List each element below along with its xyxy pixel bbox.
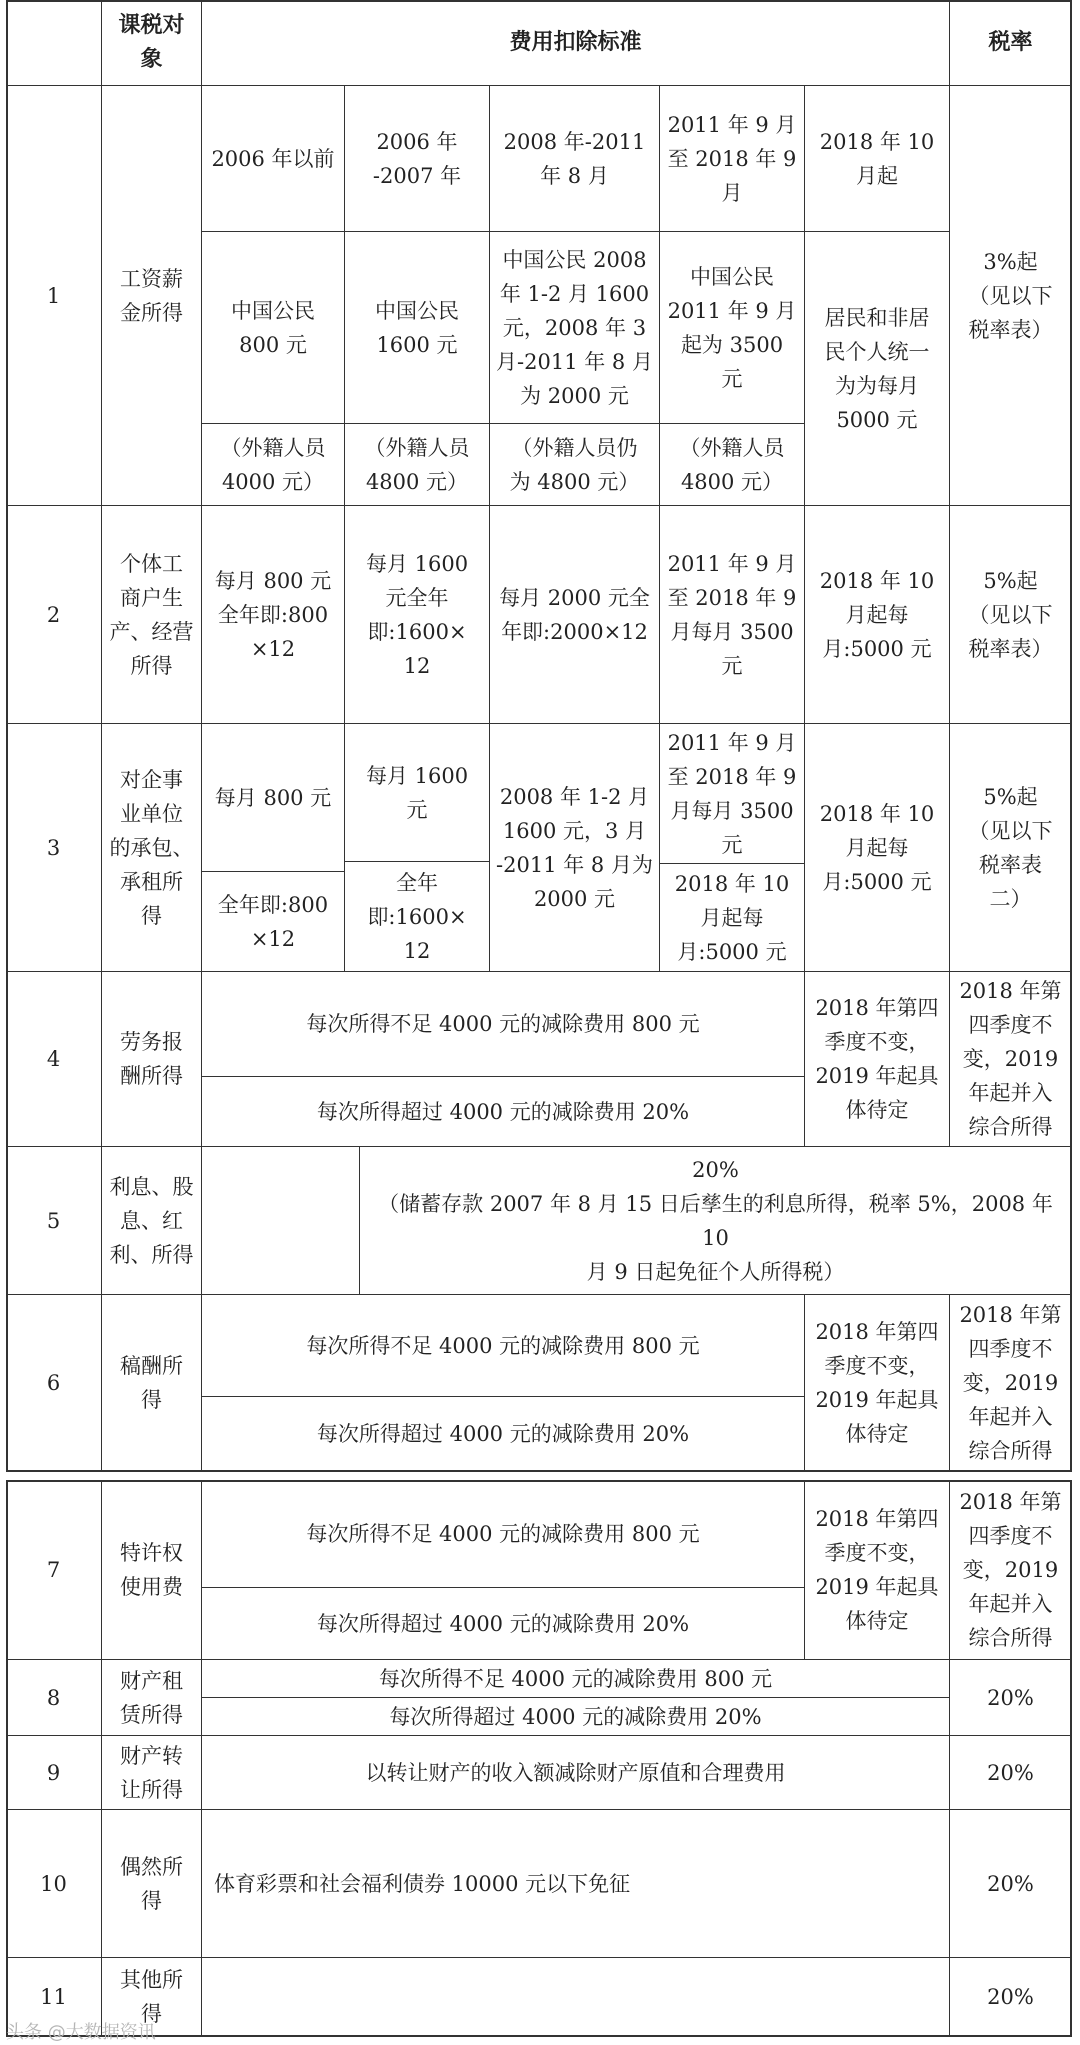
row-3-deduction-1a: 每月 800 元: [202, 724, 345, 872]
row-4-rate: 2018 年第 四季度不 变，2019 年起并入 综合所得: [950, 972, 1072, 1147]
row-4-over-4000: 每次所得超过 4000 元的减除费用 20%: [202, 1077, 805, 1147]
row-8-rate: 20%: [950, 1660, 1072, 1736]
row-11-deduction: [202, 1958, 950, 2037]
row-1-foreign-1: （外籍人员 4000 元）: [202, 424, 345, 506]
row-6-under-4000: 每次所得不足 4000 元的减除费用 800 元: [202, 1295, 805, 1397]
row-1-foreign-2: （外籍人员 4800 元）: [345, 424, 490, 506]
row-3-deduction-3: 2008 年 1-2 月 1600 元，3 月 -2011 年 8 月为 2000 元: [490, 724, 660, 972]
row-10-index: 10: [6, 1810, 102, 1958]
row-1-index: 1: [6, 86, 102, 506]
row-9-deduction: 以转让财产的收入额减除财产原值和合理费用: [202, 1736, 950, 1810]
row-1-foreign-3: （外籍人员仍 为 4800 元）: [490, 424, 660, 506]
row-3-rate: 5%起 （见以下 税率表 二）: [950, 724, 1072, 972]
watermark: 头条 @大数据资讯: [6, 2022, 156, 2043]
row-5-index: 5: [6, 1147, 102, 1295]
row-3-index: 3: [6, 724, 102, 972]
row-9-subject: 财产转 让所得: [102, 1736, 202, 1810]
row-1-citizen-1: 中国公民 800 元: [202, 232, 345, 424]
row-7-subject: 特许权 使用费: [102, 1480, 202, 1660]
row-2-deduction-4: 2011 年 9 月 至 2018 年 9 月每月 3500 元: [660, 506, 805, 724]
row-10-rate: 20%: [950, 1810, 1072, 1958]
row-10-subject: 偶然所 得: [102, 1810, 202, 1958]
row-7-over-4000: 每次所得超过 4000 元的减除费用 20%: [202, 1588, 805, 1660]
row-3-deduction-4b: 2018 年 10 月起每 月:5000 元: [660, 864, 805, 972]
period-2008-2011: 2008 年-2011 年 8 月: [490, 86, 660, 232]
period-before-2006: 2006 年以前: [202, 86, 345, 232]
row-8-index: 8: [6, 1660, 102, 1736]
row-2-rate: 5%起 （见以下 税率表）: [950, 506, 1072, 724]
row-6-note: 2018 年第四 季度不变， 2019 年起具 体待定: [805, 1295, 950, 1472]
row-7-index: 7: [6, 1480, 102, 1660]
row-8-subject: 财产租 赁所得: [102, 1660, 202, 1736]
row-2-deduction-5: 2018 年 10 月起每 月:5000 元: [805, 506, 950, 724]
row-9-rate: 20%: [950, 1736, 1072, 1810]
row-7-note: 2018 年第四 季度不变， 2019 年起具 体待定: [805, 1480, 950, 1660]
header-deduction: 费用扣除标准: [202, 0, 950, 86]
row-4-note: 2018 年第四 季度不变， 2019 年起具 体待定: [805, 972, 950, 1147]
row-11-index: 11: [6, 1958, 102, 2037]
row-1-unified: 居民和非居 民个人统一 为为每月 5000 元: [805, 232, 950, 506]
row-2-index: 2: [6, 506, 102, 724]
row-11-subject: 其他所 得: [102, 1958, 202, 2037]
row-10-deduction: 体育彩票和社会福利债券 10000 元以下免征: [202, 1810, 950, 1958]
row-6-index: 6: [6, 1295, 102, 1472]
row-3-deduction-2b: 全年 即:1600× 12: [345, 862, 490, 972]
row-6-subject: 稿酬所 得: [102, 1295, 202, 1472]
header-subject: 课税对 象: [102, 0, 202, 86]
row-5-blank: [202, 1147, 360, 1295]
row-8-under-4000: 每次所得不足 4000 元的减除费用 800 元: [202, 1660, 950, 1698]
row-2-subject: 个体工 商户生 产、经营 所得: [102, 506, 202, 724]
row-1-foreign-4: （外籍人员 4800 元）: [660, 424, 805, 506]
row-3-deduction-1b: 全年即:800 ×12: [202, 872, 345, 972]
row-3-deduction-5: 2018 年 10 月起每 月:5000 元: [805, 724, 950, 972]
row-7-rate: 2018 年第 四季度不 变，2019 年起并入 综合所得: [950, 1480, 1072, 1660]
row-9-index: 9: [6, 1736, 102, 1810]
period-2006-2007: 2006 年 -2007 年: [345, 86, 490, 232]
row-4-under-4000: 每次所得不足 4000 元的减除费用 800 元: [202, 972, 805, 1077]
row-7-under-4000: 每次所得不足 4000 元的减除费用 800 元: [202, 1480, 805, 1588]
row-1-citizen-3: 中国公民 2008 年 1-2 月 1600 元，2008 年 3 月-2011 年 8 月 为 2000 元: [490, 232, 660, 424]
row-4-index: 4: [6, 972, 102, 1147]
row-1-citizen-2: 中国公民 1600 元: [345, 232, 490, 424]
row-1-rate: 3%起 （见以下 税率表）: [950, 86, 1072, 506]
row-1-citizen-4: 中国公民 2011 年 9 月 起为 3500 元: [660, 232, 805, 424]
row-5-subject: 利息、股 息、红 利、所得: [102, 1147, 202, 1295]
row-6-rate: 2018 年第 四季度不 变，2019 年起并入 综合所得: [950, 1295, 1072, 1472]
header-rate: 税率: [950, 0, 1072, 86]
row-2-deduction-2: 每月 1600 元全年 即:1600× 12: [345, 506, 490, 724]
row-5-deduction: 20% （储蓄存款 2007 年 8 月 15 日后孳生的利息所得，税率 5%，2008 年 10 月 9 日起免征个人所得税）: [360, 1147, 1072, 1295]
row-6-over-4000: 每次所得超过 4000 元的减除费用 20%: [202, 1397, 805, 1472]
row-2-deduction-1: 每月 800 元 全年即:800 ×12: [202, 506, 345, 724]
period-2011-2018: 2011 年 9 月 至 2018 年 9 月: [660, 86, 805, 232]
header-index: [6, 0, 102, 86]
row-2-deduction-3: 每月 2000 元全 年即:2000×12: [490, 506, 660, 724]
row-4-subject: 劳务报 酬所得: [102, 972, 202, 1147]
row-3-deduction-4a: 2011 年 9 月 至 2018 年 9 月每月 3500 元: [660, 724, 805, 864]
row-11-rate: 20%: [950, 1958, 1072, 2037]
row-3-deduction-2a: 每月 1600 元: [345, 724, 490, 862]
period-from-2018-10: 2018 年 10 月起: [805, 86, 950, 232]
row-1-subject: 工资薪 金所得: [102, 86, 202, 506]
row-3-subject: 对企事 业单位 的承包、 承租所 得: [102, 724, 202, 972]
row-8-over-4000: 每次所得超过 4000 元的减除费用 20%: [202, 1698, 950, 1736]
